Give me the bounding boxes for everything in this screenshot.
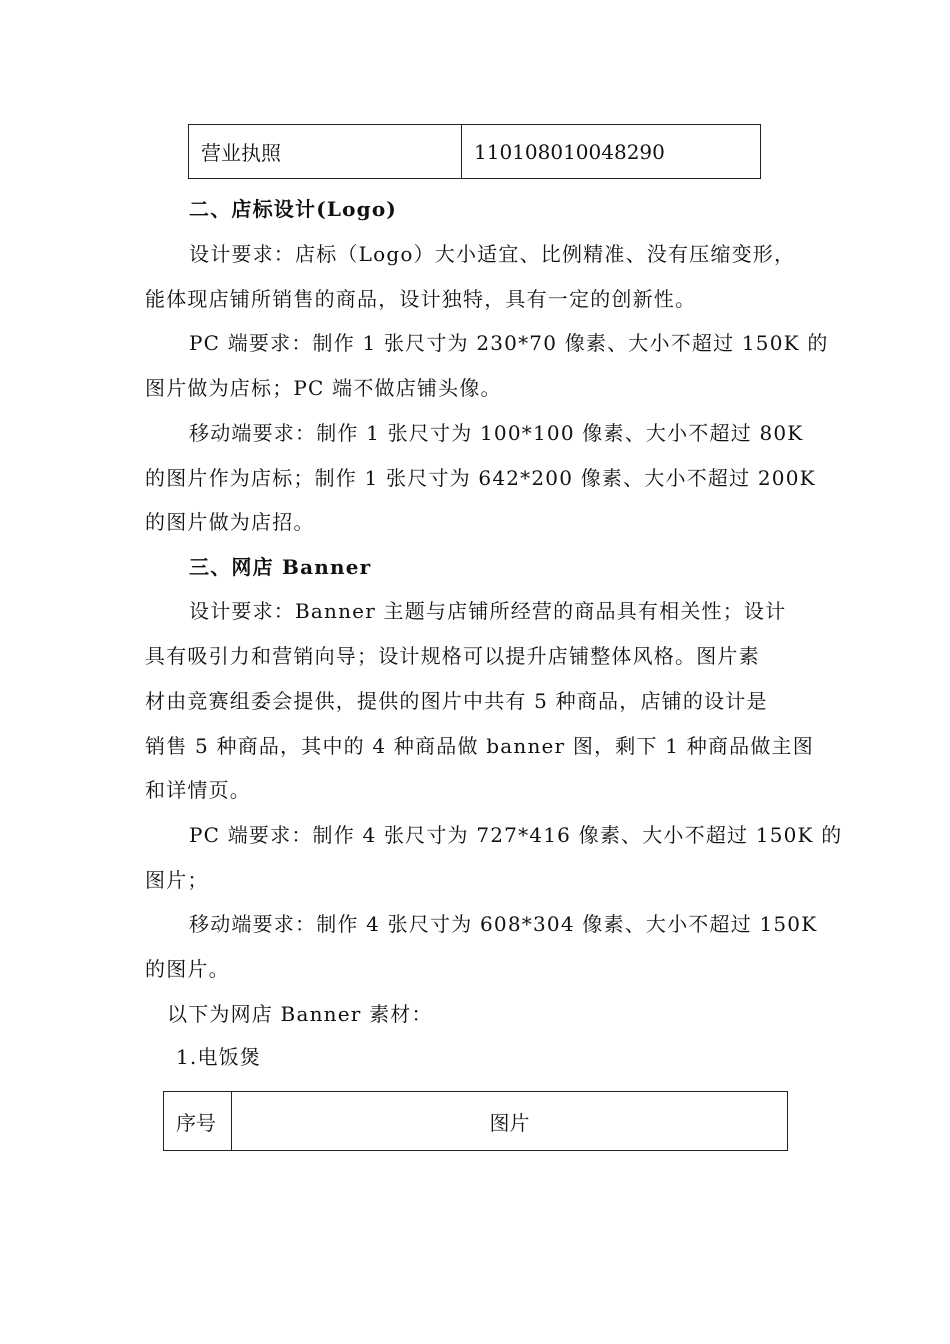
- section2-mobile-line3: 的图片做为店招。: [145, 510, 315, 534]
- section3-req-line1: 设计要求：Banner 主题与店铺所经营的商品具有相关性；设计: [189, 599, 787, 623]
- section3-pc-line1: PC 端要求：制作 4 张尺寸为 727*416 像素、大小不超过 150K 的: [189, 823, 843, 847]
- table-row: [189, 125, 761, 179]
- section3-heading: 三、网店 Banner: [189, 555, 372, 579]
- section2-heading: 二、店标设计(Logo): [189, 197, 398, 221]
- section3-pc-line2: 图片；: [145, 868, 209, 892]
- section3-mobile-line2: 的图片。: [145, 957, 230, 981]
- section2-mobile-line1: 移动端要求：制作 1 张尺寸为 100*100 像素、大小不超过 80K: [189, 421, 804, 445]
- section2-mobile-line2: 的图片作为店标；制作 1 张尺寸为 642*200 像素、大小不超过 200K: [145, 466, 816, 490]
- section3-req-line3: 材由竞赛组委会提供，提供的图片中共有 5 种商品，店铺的设计是: [145, 689, 768, 713]
- license-value-cell: 110108010048290: [462, 125, 761, 179]
- section3-req-line5: 和详情页。: [145, 778, 251, 802]
- section3-req-line4: 销售 5 种商品，其中的 4 种商品做 banner 图，剩下 1 种商品做主图: [145, 734, 814, 758]
- column-header-index: 序号: [164, 1092, 232, 1151]
- section2-req-line1: 设计要求：店标（Logo）大小适宜、比例精准、没有压缩变形，: [189, 242, 796, 266]
- column-header-image: 图片: [232, 1092, 788, 1151]
- material-item-1: 1.电饭煲: [176, 1045, 262, 1069]
- section3-mobile-line1: 移动端要求：制作 4 张尺寸为 608*304 像素、大小不超过 150K: [189, 912, 818, 936]
- license-table: [188, 124, 761, 179]
- section2-pc-line2: 图片做为店标；PC 端不做店铺头像。: [145, 376, 502, 400]
- materials-intro: 以下为网店 Banner 素材：: [167, 1002, 433, 1026]
- license-label-cell: 营业执照: [189, 125, 462, 179]
- section2-req-line2: 能体现店铺所销售的商品，设计独特，具有一定的创新性。: [145, 287, 697, 311]
- material-table: [163, 1091, 788, 1151]
- section2-pc-line1: PC 端要求：制作 1 张尺寸为 230*70 像素、大小不超过 150K 的: [189, 331, 829, 355]
- section3-req-line2: 具有吸引力和营销向导；设计规格可以提升店铺整体风格。图片素: [145, 644, 760, 668]
- table-header-row: [164, 1092, 788, 1151]
